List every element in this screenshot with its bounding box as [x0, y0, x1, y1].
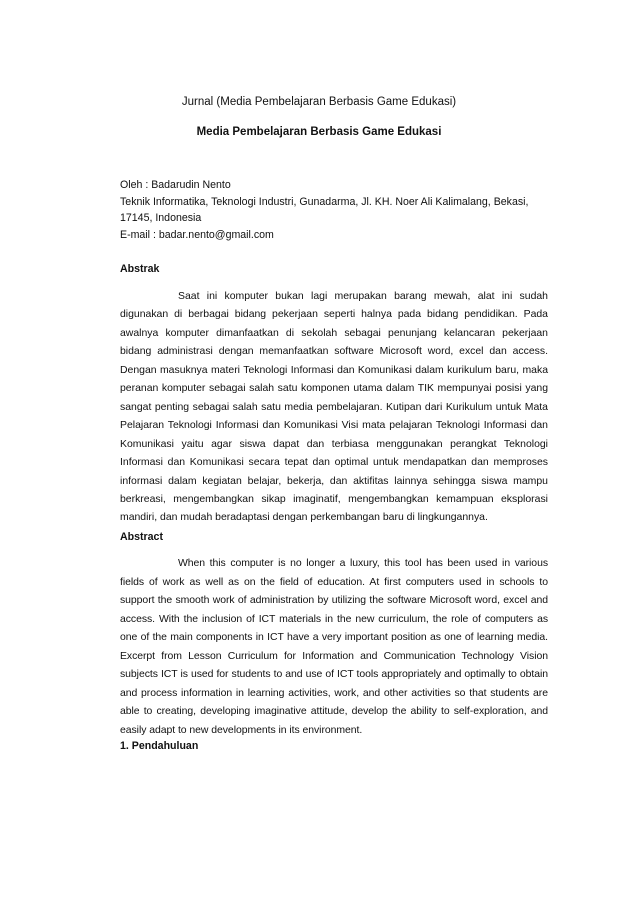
section-heading-pendahuluan: 1. Pendahuluan [120, 740, 199, 752]
abstrak-paragraph: Saat ini komputer bukan lagi merupakan barang mewah, alat ini sudah digunakan di berbagai bidang pekerjaan seperti halnya pada bidang pendidikan. Pada awalnya komputer dimanfaatkan di sekolah sebagai penunjang kelancaran pekerjaan bidang administrasi dengan memanfaatkan software Microsoft word, excel dan access. Dengan masuknya materi Teknologi Informasi dan Komunikasi dalam kurikulum baru, maka peranan komputer sebagai salah satu komponen utama dalam TIK mempunyai posisi yang sangat penting sebagai salah satu media pembelajaran. Kutipan dari Kurikulum untuk Mata Pelajaran Teknologi Informasi dan Komunikasi Visi mata pelajaran Teknologi Informasi dan Komunikasi yaitu agar siswa dapat dan terbiasa menggunakan perangkat Teknologi Informasi dan Komunikasi secara tepat dan optimal untuk mendapatkan dan memproses informasi dalam kegiatan belajar, bekerja, dan aktifitas lainnya sehingga siswa mampu berkreasi, mengembangkan sikap imaginatif, mengembangkan kemampuan eksplorasi mandiri, dan mudah beradaptasi dengan perkembangan baru di lingkungannya. [120, 291, 548, 524]
author-affiliation-line-2: 17145, Indonesia [120, 212, 202, 224]
abstrak-heading: Abstrak [120, 263, 160, 275]
journal-name: Jurnal (Media Pembelajaran Berbasis Game Edukasi) [181, 96, 457, 108]
paper-title: Media Pembelajaran Berbasis Game Edukasi [196, 126, 442, 138]
abstract-paragraph: When this computer is no longer a luxury, this tool has been used in various fields of work as well as on the field of education. At first computers used in schools to support the smooth work of administration by utilizing the software Microsoft word, excel and access. With the inclusion of ICT materials in the new curriculum, the role of computers as one of the main components in ICT have a very important position as one of learning media. Excerpt from Lesson Curriculum for Information and Communication Technology Vision subjects ICT is used for students to and use of ICT tools appropriately and optimally to obtain and process information in learning activities, work, and other activities so that students are able to creating, developing imaginative attitude, develop the ability to self-exploration, and easily adapt to new developments in its environment. [120, 558, 548, 736]
author-byline: Oleh : Badarudin Nento [120, 179, 231, 191]
abstract-heading: Abstract [120, 531, 163, 543]
author-affiliation-line-1: Teknik Informatika, Teknologi Industri, Gunadarma, Jl. KH. Noer Ali Kalimalang, Bekasi, [120, 195, 529, 208]
author-block [120, 177, 560, 243]
author-email: E-mail : badar.nento@gmail.com [120, 228, 274, 241]
